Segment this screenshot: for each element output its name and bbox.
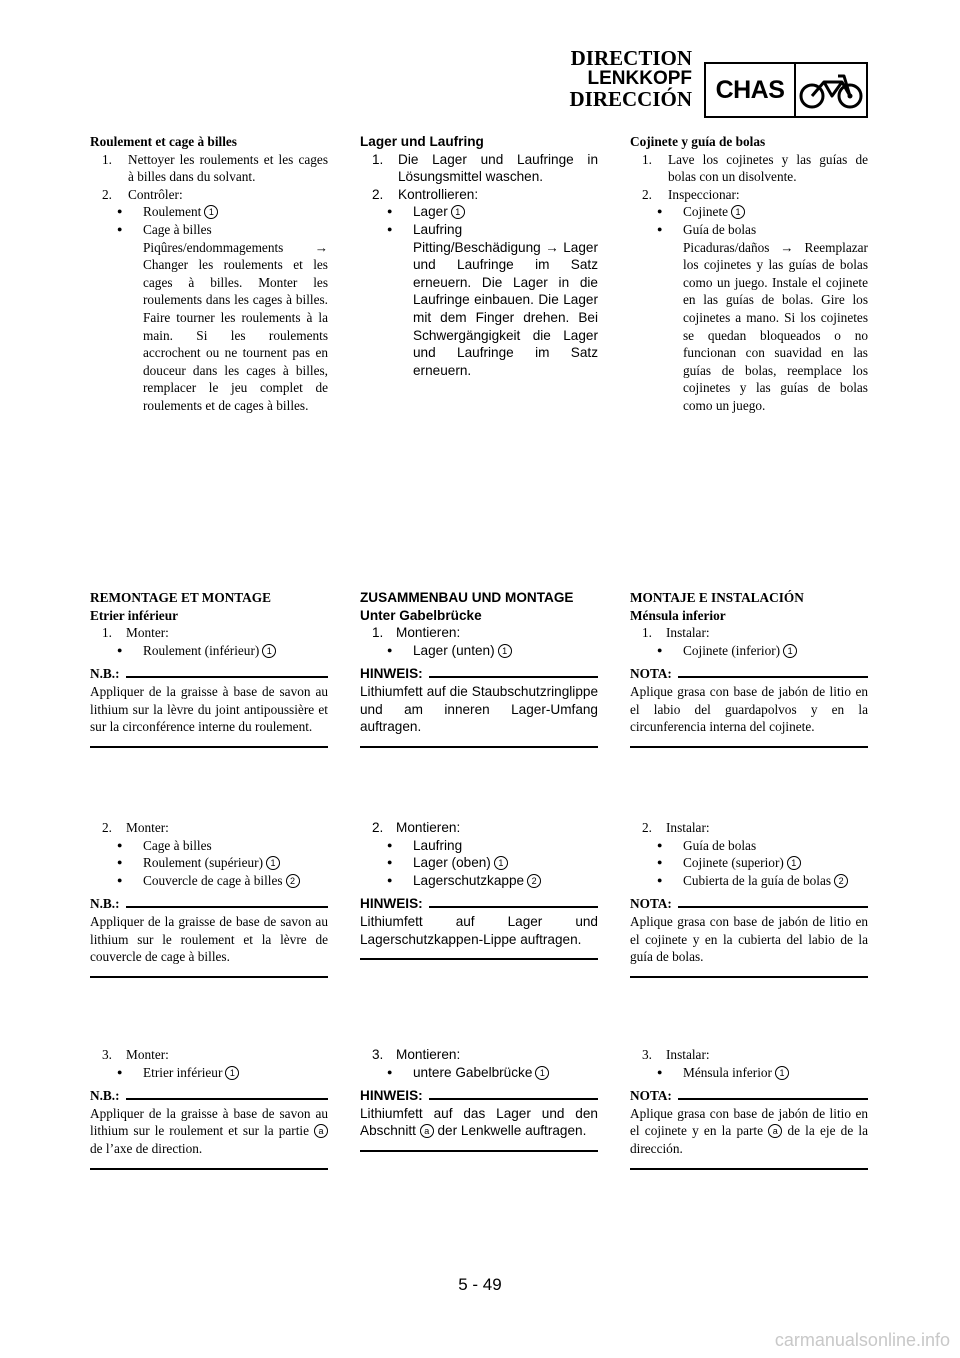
section-subheading: Etrier inférieur [90,607,178,623]
header-titles [569,48,692,110]
note-label: NOTA: [630,895,868,913]
section-heading: ZUSAMMENBAU UND MONTAGE [360,590,574,605]
de-bearing-section: Lager und Laufring 1. Die Lager und Laufringe in Lösungsmittel waschen. 2. Kontrollieren: ● Lager 1 ● Laufring Pitting/Beschädigung → Lager und Laufringe im Satz erneuern. Die Lager in die Laufringe einbauen. Die Lager mit dem Finger drehen. Bei Schwergängigkeit die Lager und Laufringe im Satz erneuern. [360,133,598,379]
note-divider [360,746,598,748]
step-text: Montieren: [396,820,461,835]
list-item: ● Roulement 1 [90,203,328,221]
note-divider [630,746,868,748]
fr-bearing-section: Roulement et cage à billes 1. Nettoyer les roulements et les cages à billes dans du solvant. 2. Contrôler: ● Roulement 1 ● Cage à billes Piqûres/endommagements → Changer les roulements et les cages à billes. Monter les roulements dans les cages à billes. Faire tourner les roulements à la main. Si les roulements accrochent ou ne tournent pas en douceur dans les cages à billes, remplacer le jeu complet de roulements et de cages à billes. [90,133,328,415]
list-item: ● Cojinete (inferior) 1 [630,642,868,660]
watermark[interactable]: carmanualsonline.info [774,1330,950,1350]
note-text: Lithiumfett auf die Staubschutzringlippe und am inneren Lager-Umfang auftragen. [360,683,598,735]
note-divider [360,958,598,960]
step-text: Instalar: [666,625,710,641]
detail-text: Picaduras/daños → Reemplazar los cojinetes y las guías de bolas como un juego. Instale el cojinete en las guías de bolas. Gire los cojinetes a mano. Si los cojinetes se quedan bloqueados o no funcionan con suavidad en las guías de bolas, reemplace los cojinetes y las guías de bolas como un juego. [683,239,868,413]
note-text: Appliquer de la graisse de base de savon au lithium sur le roulement et la lèvre de couvercle de cage à billes. [90,913,328,965]
list-item: ● Roulement (inférieur) 1 [90,642,328,660]
list-item: ● Guía de bolas [630,221,868,239]
page-number: 5 - 49 [458,1275,502,1294]
de-step3-section: 3. Montieren: ● untere Gabelbrücke 1 HINWEIS: Lithiumfett auf das Lager und den Abschnitt a der Lenkwelle auftragen. [360,1046,598,1152]
detail-text: Pitting/Beschädigung → Lager und Laufringe im Satz erneuern. Die Lager in die Laufringe einbauen. Die Lager mit dem Finger drehen. Bei Schwergängigkeit die Lager und Laufringe im Satz erneuern. [413,239,598,378]
note-divider [90,1168,328,1170]
de-assembly-section: ZUSAMMENBAU UND MONTAGE Unter Gabelbrücke 1. Montieren: ● Lager (unten) 1 HINWEIS: Lithiumfett auf die Staubschutzringlippe und am inneren Lager-Umfang auftragen. [360,589,598,748]
list-item: ● Roulement (supérieur) 1 [90,854,328,872]
section-heading: REMONTAGE ET MONTAGE [90,590,272,605]
step-text: Inspeccionar: [668,186,740,202]
note-label: HINWEIS: [360,895,598,913]
step-text: Monter: [126,820,169,835]
note-text: Aplique grasa con base de jabón de litio en el cojinete y en la cubierta del labio de la guía de bolas. [630,913,868,965]
section-badge-label: CHAS [706,64,796,116]
fr-step3-section: 3. Monter: ● Etrier inférieur 1 N.B.: Appliquer de la graisse à base de savon au lithium sur le roulement et sur la partie a de l’axe de direction. [90,1046,328,1170]
note-divider [630,1168,868,1170]
note-label: N.B.: [90,665,328,683]
note-text: Appliquer de la graisse à base de savon au lithium sur le roulement et sur la partie a de l’axe de direction. [90,1105,328,1156]
note-text: Aplique grasa con base de jabón de litio en el cojinete y en la parte a de la eje de la dirección. [630,1105,869,1156]
list-item: ● Couvercle de cage à billes 2 [90,872,328,890]
step-text: Instalar: [666,820,710,835]
section-badge [704,62,868,118]
note-text: Aplique grasa con base de jabón de litio en el labio del guardapolvos y en la circunferencia interna del cojinete. [630,683,868,735]
step-text: Die Lager und Laufringe in Lösungsmittel waschen. [398,151,598,185]
list-item: ● Ménsula inferior 1 [630,1064,868,1082]
note-label: NOTA: [630,1087,868,1105]
list-item: ● Cage à billes [90,837,328,855]
list-item: ● Laufring [360,837,598,855]
fr-assembly-section: REMONTAGE ET MONTAGE Etrier inférieur 1. Monter: ● Roulement (inférieur) 1 N.B.: Appliquer de la graisse à base de savon au lithium sur la lèvre du joint antipoussière et sur la circonférence interne du roulement. [90,589,328,748]
list-item: ● Cojinete (superior) 1 [630,854,868,872]
list-item: ● Lager (unten) 1 [360,642,598,660]
list-item: ● Laufring [360,221,598,239]
es-step3-section: 3. Instalar: ● Ménsula inferior 1 NOTA: Aplique grasa con base de jabón de litio en el cojinete y en la parte a de la eje de la dirección. [630,1046,868,1170]
note-text: Appliquer de la graisse à base de savon au lithium sur la lèvre du joint antipoussière et sur la circonférence interne du roulement. [90,683,328,735]
step-text: Instalar: [666,1047,710,1062]
step-text: Kontrollieren: [398,186,479,202]
note-divider [630,976,868,978]
es-bearing-section: Cojinete y guía de bolas 1. Lave los cojinetes y las guías de bolas con un disolvente. 2. Inspeccionar: ● Cojinete 1 ● Guía de bolas Picaduras/daños → Reemplazar los cojinetes y las guías de bolas como un juego. Instale el cojinete en las guías de bolas. Gire los cojinetes a mano. Si los cojinetes se quedan bloqueados o no funcionan con suavidad en las guías de bolas, reemplace los cojinetes y las guías de bolas como un juego. [630,133,868,415]
list-item: ● Lagerschutzkappe 2 [360,872,598,890]
step-text: Nettoyer les roulements et les cages à billes dans du solvant. [128,151,328,185]
step-text: Lave los cojinetes y las guías de bolas con un disolvente. [668,151,868,185]
step-text: Monter: [126,1047,169,1062]
list-item: ● Cojinete 1 [630,203,868,221]
note-text: Lithiumfett auf das Lager und den Abschnitt a der Lenkwelle auftragen. [360,1105,598,1139]
list-item: ● untere Gabelbrücke 1 [360,1064,598,1082]
section-heading: Cojinete y guía de bolas [630,134,766,149]
section-subheading: Ménsula inferior [630,607,726,623]
note-text: Lithiumfett auf Lager und Lagerschutzkappen-Lippe auftragen. [360,913,598,947]
note-label: NOTA: [630,665,868,683]
step-text: Contrôler: [128,186,183,202]
section-subheading: Unter Gabelbrücke [360,607,482,623]
detail-text: Piqûres/endommagements → Changer les roulements et les cages à billes. Monter les roulements dans les cages à billes. Faire tourner les roulements à la main. Si les roulements accrochent ou ne tournent pas en douceur dans les cages à billes, remplacer le jeu complet de roulements et de cages à billes. [143,239,328,413]
section-heading: Lager und Laufring [360,134,484,149]
list-item: ● Cage à billes [90,221,328,239]
list-item: ● Etrier inférieur 1 [90,1064,328,1082]
es-step2-section: 2. Instalar: ● Guía de bolas ● Cojinete (superior) 1 ● Cubierta de la guía de bolas 2 NOTA: Aplique grasa con base de jabón de litio en el cojinete y en la cubierta del labio de la guía de bolas. [630,819,868,978]
step-text: Montieren: [396,625,461,641]
list-item: ● Cubierta de la guía de bolas 2 [630,872,868,890]
title-en: DIRECTION [570,46,692,70]
note-divider [90,976,328,978]
fr-step2-section: 2. Monter: ● Cage à billes ● Roulement (supérieur) 1 ● Couvercle de cage à billes 2 N.B.: Appliquer de la graisse de base de savon au lithium sur le roulement et la lèvre de couvercle de cage à billes. [90,819,328,978]
note-label: N.B.: [90,895,328,913]
section-heading: MONTAJE E INSTALACIÓN [630,590,804,605]
list-item: ● Lager 1 [360,203,598,221]
list-item: ● Guía de bolas [630,837,868,855]
step-text: Montieren: [396,1047,461,1062]
note-label: HINWEIS: [360,1087,598,1105]
de-step2-section: 2. Montieren: ● Laufring ● Lager (oben) 1 ● Lagerschutzkappe 2 HINWEIS: Lithiumfett auf Lager und Lagerschutzkappen-Lippe auftragen. [360,819,598,960]
list-item: ● Lager (oben) 1 [360,854,598,872]
es-assembly-section: MONTAJE E INSTALACIÓN Ménsula inferior 1. Instalar: ● Cojinete (inferior) 1 NOTA: Aplique grasa con base de jabón de litio en el labio del guardapolvos y en la circunferencia interna del cojinete. [630,589,868,748]
title-es: DIRECCIÓN [569,87,692,111]
section-heading: Roulement et cage à billes [90,134,237,149]
note-divider [90,746,328,748]
note-label: HINWEIS: [360,665,598,683]
note-divider [360,1150,598,1152]
title-de: LENKKOPF [587,68,692,89]
step-text: Monter: [126,625,169,641]
motorcycle-icon [796,64,866,116]
note-label: N.B.: [90,1087,328,1105]
